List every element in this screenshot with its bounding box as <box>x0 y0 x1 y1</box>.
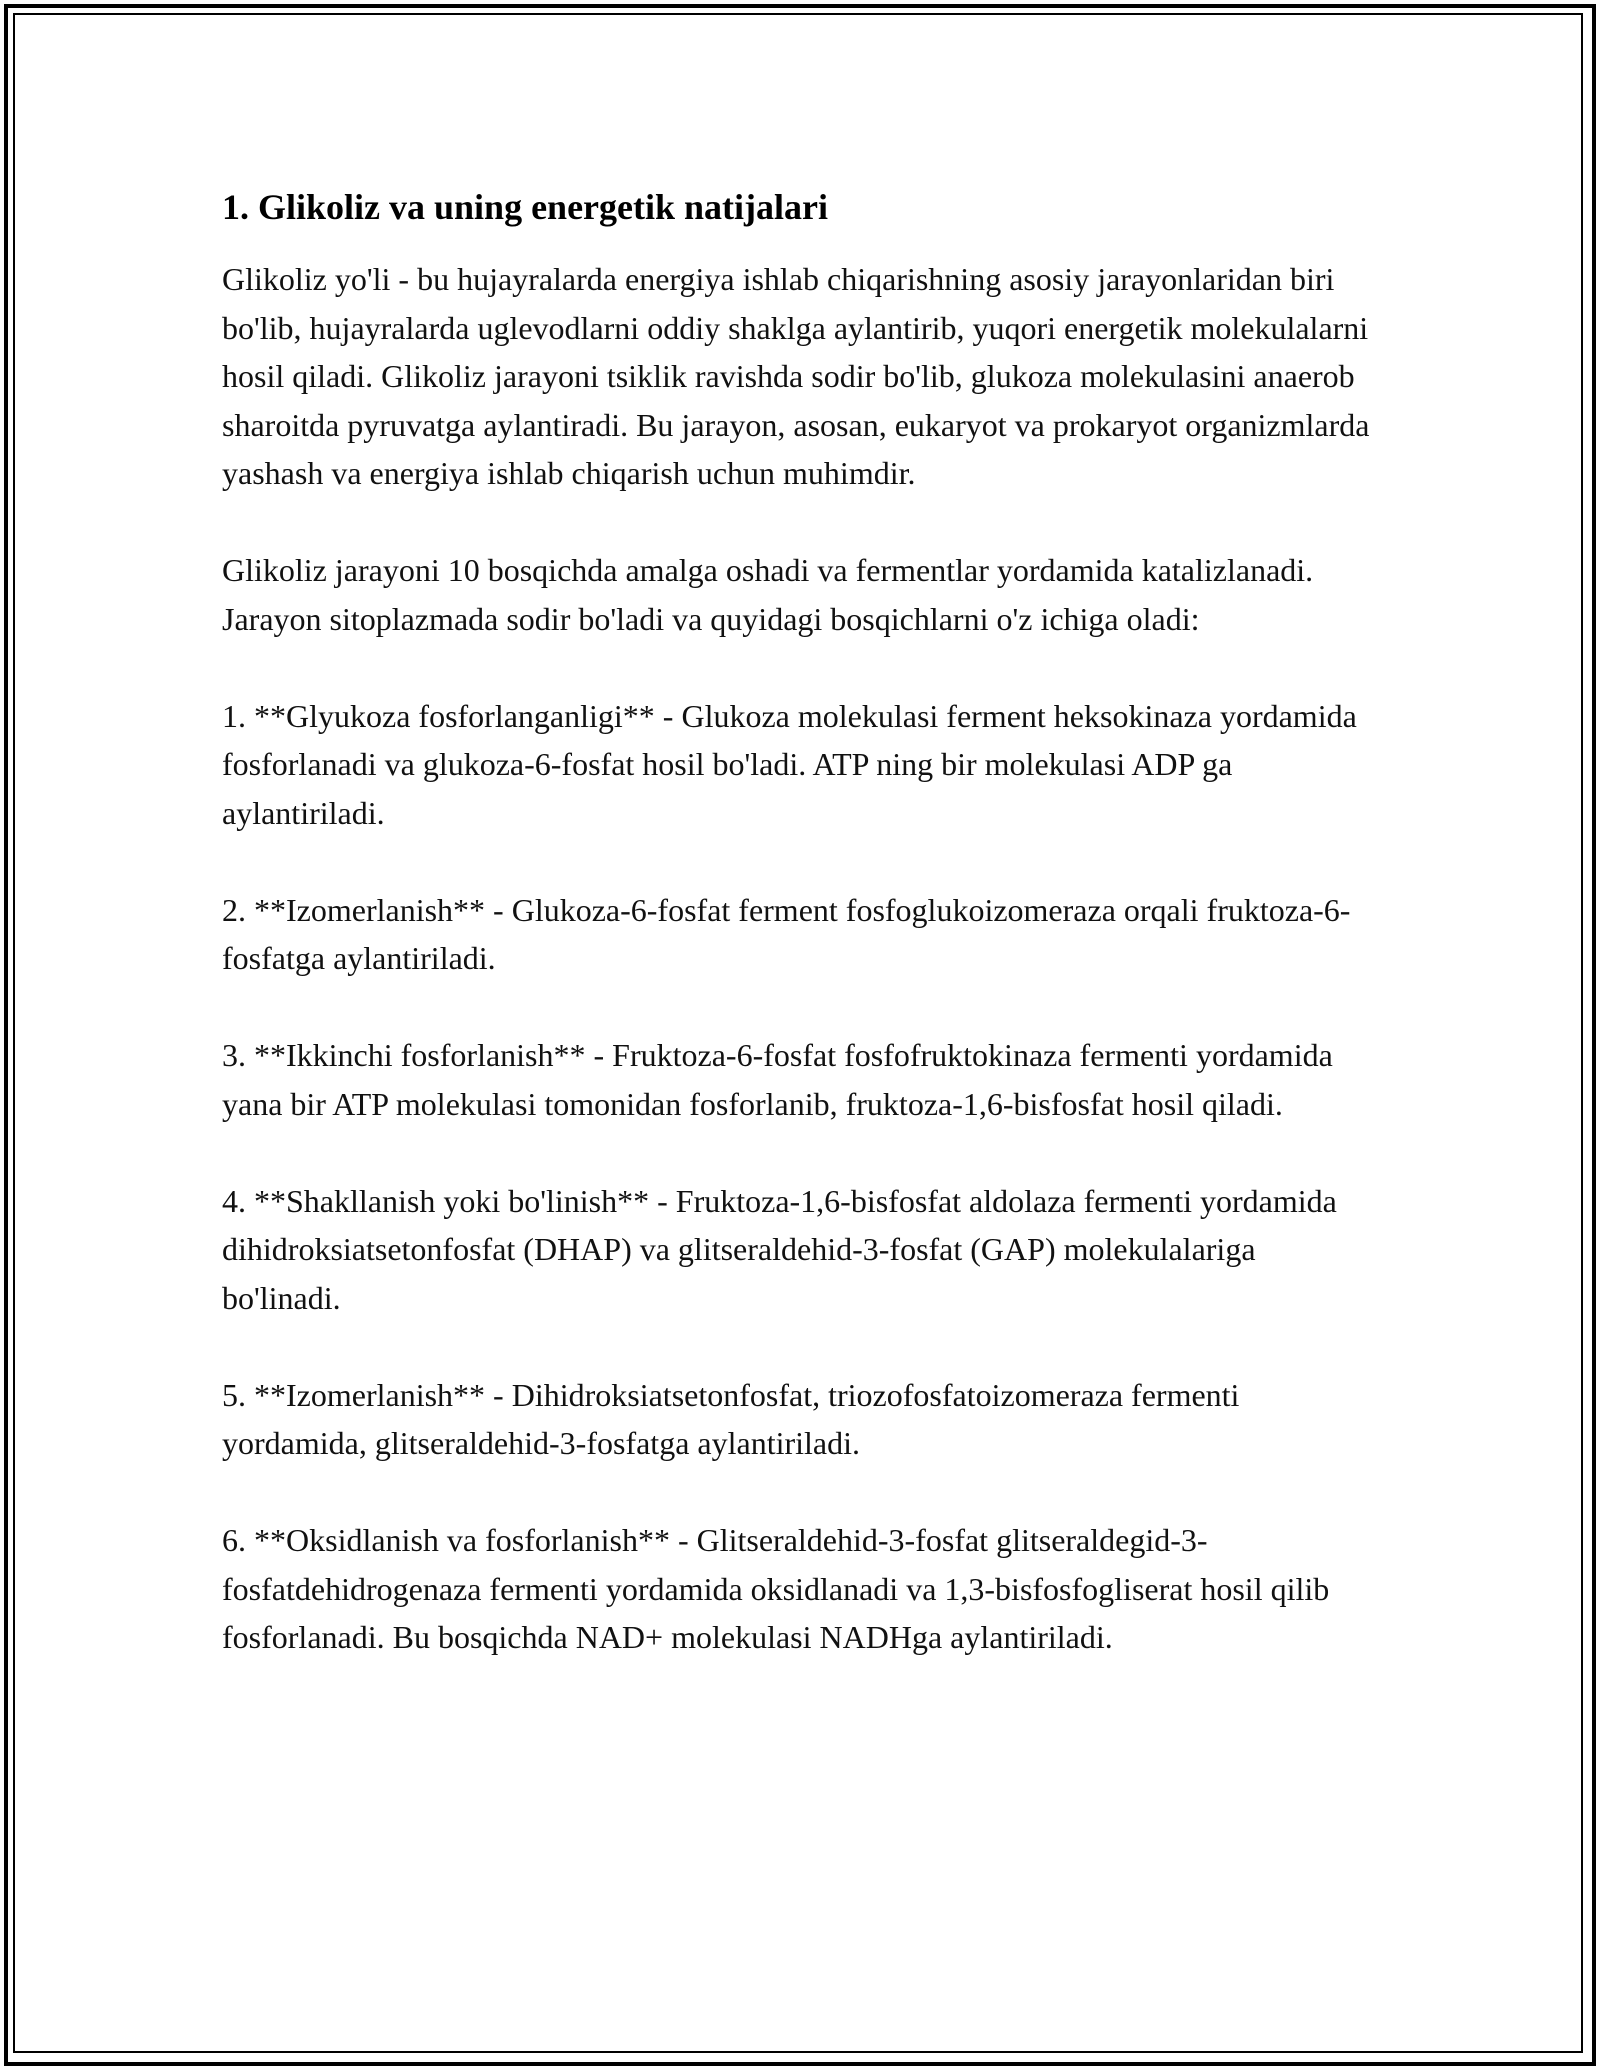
document-body <box>222 183 1372 1710</box>
stages-intro-paragraph: Glikoliz jarayoni 10 bosqichda amalga oshadi va fermentlar yordamida katalizlanadi. Jarayon sitoplazmada sodir bo'ladi va quyidagi bosqichlarni o'z ichiga oladi: <box>222 552 1314 637</box>
list-item-step-6: 6. **Oksidlanish va fosforlanish** - Glitseraldehid-3-fosfat glitseraldegid-3-fosfatdehidrogenaza fermenti yordamida oksidlanadi va 1,3-bisfosfogliserat hosil qilib fosforlanadi. Bu bosqichda NAD+ molekulasi NADHga aylantiriladi. <box>222 1522 1330 1655</box>
list-item-step-1: 1. **Glyukoza fosforlanganligi** - Glukoza molekulasi ferment heksokinaza yordamida fosforlanadi va glukoza-6-fosfat hosil bo'ladi. ATP ning bir molekulasi ADP ga aylantiriladi. <box>222 697 1357 831</box>
list-item-step-5: 5. **Izomerlanish** - Dihidroksiatsetonfosfat, triozofosfatoizomeraza fermenti yordamida, glitseraldehid-3-fosfatga aylantiriladi. <box>222 1376 1240 1461</box>
list-item-step-3: 3. **Ikkinchi fosforlanish** - Fruktoza-6-fosfat fosfofruktokinaza fermenti yordamida yana bir ATP molekulasi tomonidan fosforlanib, fruktoza-1,6-bisfosfat hosil qiladi. <box>222 1037 1333 1122</box>
intro-paragraph: Glikoliz yo'li - bu hujayralarda energiya ishlab chiqarishning asosiy jarayonlaridan biri bo'lib, hujayralarda uglevodlarni oddiy shaklga aylantirib, yuqori energetik molekulalarni hosil qiladi. Glikoliz jarayoni tsiklik ravishda sodir bo'lib, glukoza molekulasini anaerob sharoitda pyruvatga aylantiradi. Bu jarayon, asosan, eukaryot va prokaryot organizmlarda yashash va energiya ishlab chiqarish uchun muhimdir. <box>222 261 1370 491</box>
list-item-step-4: 4. **Shakllanish yoki bo'linish** - Fruktoza-1,6-bisfosfat aldolaza fermenti yordamida dihidroksiatsetonfosfat (DHAP) va glitseraldehid-3-fosfat (GAP) molekulalariga bo'linadi. <box>222 1182 1337 1316</box>
list-item-step-2: 2. **Izomerlanish** - Glukoza-6-fosfat ferment fosfoglukoizomeraza orqali fruktoza-6-fosfatga aylantiriladi. <box>222 891 1351 976</box>
section-title: 1. Glikoliz va uning energetik natijalari <box>222 187 829 227</box>
